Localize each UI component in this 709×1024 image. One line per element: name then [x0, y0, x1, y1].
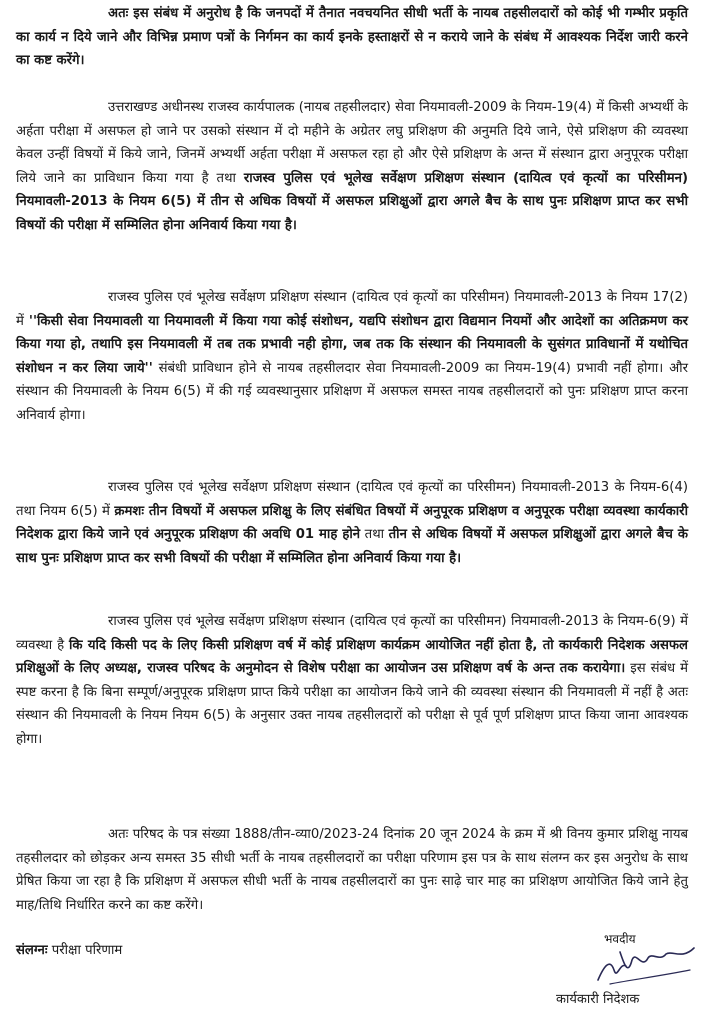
- salutation: भवदीय: [604, 932, 636, 946]
- paragraph-request-no-serious-work: [16, 2, 688, 73]
- signature-image: [590, 940, 700, 990]
- paragraph-text-segment: उत्तराखण्ड अधीनस्थ राजस्व कार्यपालक (नायब तहसीलदार) सेवा नियमावली-2009 के नियम-19(4) में किसी अभ्यर्थी के अर्हता परीक्षा में असफल हो जाने पर उसको संस्थान में दो महीने के अग्रेतर लघु प्रशिक्षण की अनुमति दिये जाने, ऐसे प्रशिक्षण की व्यवस्था केवल उन्हीं विषयों में किये जाने, जिनमें अभ्यर्थी अर्हता परीक्षा में असफल रहा हो और ऐसे प्रशिक्षण के अन्त में संस्थान द्वारा अनुपूरक परीक्षा लिये जाने का प्राविधान किया गया है तथा: [16, 100, 688, 186]
- enclosure-label: संलग्नः: [16, 943, 48, 958]
- paragraph-text-segment: तथा: [360, 527, 389, 543]
- paragraph-text-segment: इस संबंध में स्पष्ट करना है कि बिना सम्पूर्ण/अनुपूरक प्रशिक्षण प्राप्त किये परीक्षा का आयोजन किये जाने की व्यवस्था संस्थान की नियमावली में नहीं है अतः संस्थान की नियमावली के नियम नियम 6(5) के अनुसार उक्त नायब तहसीलदारों को परीक्षा से पूर्व पूर्ण प्रशिक्षण प्राप्त किया जाना आवश्यक होगा।: [16, 661, 688, 747]
- paragraph-rule-6-4-6-5: [16, 476, 688, 570]
- paragraph-text-segment: अतः इस संबंध में अनुरोध है कि जनपदों में तैनात नवचयनित सीधी भर्ती के नायब तहसीलदारों को कोई भी गम्भीर प्रकृति का कार्य न दिये जाने और विभिन्न प्रमाण पत्रों के निर्गमन का कार्य इनके हस्ताक्षरों से न कराये जाने के संबंध में आवश्यक निर्देश जारी करने का कष्ट करेंगे।: [16, 6, 688, 69]
- paragraph-text-segment: तीन से अधिक विषयों में असफल प्रशिक्षुओं द्वारा अगले बैच के साथ पुनः प्रशिक्षण प्राप्त कर सभी विषयों की परीक्षा में सम्मिलित होना अनिवार्य किया गया है।: [16, 527, 689, 566]
- paragraph-rule-6-9: [16, 610, 688, 752]
- designation: कार्यकारी निदेशक: [556, 992, 640, 1007]
- paragraph-rule-17-2: [16, 286, 688, 428]
- paragraph-text-segment: कि यदि किसी पद के लिए किसी प्रशिक्षण वर्ष में कोई प्रशिक्षण कार्यक्रम आयोजित नहीं होता है, तो कार्यकारी निदेशक असफल प्रशिक्षुओं के लिए अध्यक्ष, राजस्व परिषद के अनुमोदन से विशेष परीक्षा का आयोजन उस प्रशिक्षण वर्ष के अन्त तक करायेगा।: [16, 637, 688, 677]
- paragraph-text-segment: अतः परिषद के पत्र संख्या 1888/तीन-व्या0/2023-24 दिनांक 20 जून 2024 के क्रम में श्री विनय कुमार प्रशिक्षु नायब तहसीलदार को छोड़कर अन्य समस्त 35 सीधी भर्ती के नायब तहसीलदारों का परीक्षा परिणाम इस पत्र के साथ संलग्न कर इस अनुरोध के साथ प्रेषित किया जा रहा है कि प्रशिक्षण में असफल सीधी भर्ती के नायब तहसीलदारों का पुनः साढ़े चार माह का प्रशिक्षण आयोजित किये जाने हेतु माह/तिथि निर्धारित करने का कष्ट करेंगे।: [16, 827, 688, 913]
- paragraph-text-segment: राजस्व पुलिस एवं भूलेख सर्वेक्षण प्रशिक्षण संस्थान (दायित्व एवं कृत्यों का परिसीमन) नियमावली-2013 के नियम-6(4) तथा नियम 6(5) में: [16, 480, 688, 519]
- paragraph-text-segment: राजस्व पुलिस एवं भूलेख सर्वेक्षण प्रशिक्षण संस्थान (दायित्व एवं कृत्यों का परिसीमन) नियमावली-2013 के नियम 17(2) में: [16, 290, 688, 329]
- paragraph-text-segment: राजस्व पुलिस एवं भूलेख सर्वेक्षण प्रशिक्षण संस्थान (दायित्व एवं कृत्यों का परिसीमन) नियमावली-2013 के नियम 6(5) में तीन से अधिक विषयों में असफल प्रशिक्षुओं द्वारा अगले बैच के साथ पुनः प्रशिक्षण प्राप्त कर सभी विषयों की परीक्षा में सम्मिलित होना अनिवार्य किया गया है।: [16, 170, 688, 233]
- enclosure-text: परीक्षा परिणाम: [51, 943, 123, 958]
- paragraph-text-segment: संबंधी प्राविधान होने से नायब तहसीलदार सेवा नियमावली-2009 का नियम-19(4) प्रभावी नहीं होगा। और संस्थान की नियमावली के नियम 6(5) में की गई व्यवस्थानुसार प्रशिक्षण में असफल समस्त नायब तहसीलदारों को पुनः प्रशिक्षण प्राप्त करना अनिवार्य होगा।: [16, 360, 688, 423]
- enclosure-line: [16, 940, 122, 958]
- paragraph-text-segment: राजस्व पुलिस एवं भूलेख सर्वेक्षण प्रशिक्षण संस्थान (दायित्व एवं कृत्यों का परिसीमन) नियमावली-2013 के नियम-6(9) में व्यवस्था है: [16, 614, 688, 653]
- paragraph-text-segment: क्रमशः तीन विषयों में असफल प्रशिक्षु के लिए संबंधित विषयों में अनुपूरक प्रशिक्षण व अनुपूरक परीक्षा व्यवस्था कार्यकारी निदेशक द्वारा किये जाने एवं अनुपूरक प्रशिक्षण की अवधि 01 माह होने: [16, 503, 688, 543]
- paragraph-text-segment: ''किसी सेवा नियमावली या नियमावली में किया गया कोई संशोधन, यद्यपि संशोधन द्वारा विद्यमान नियमों और आदेशों का अतिक्रमण कर किया गया हो, तथापि इस नियमावली में तब तक प्रभावी नही होगा, जब तक कि संस्थान की नियमावली के सुसंगत प्राविधानों में यथोचित संशोधन न कर लिया जाये'': [16, 313, 688, 376]
- paragraph-rule-19-4: [16, 96, 688, 238]
- paragraph-exam-result-request: [16, 823, 688, 917]
